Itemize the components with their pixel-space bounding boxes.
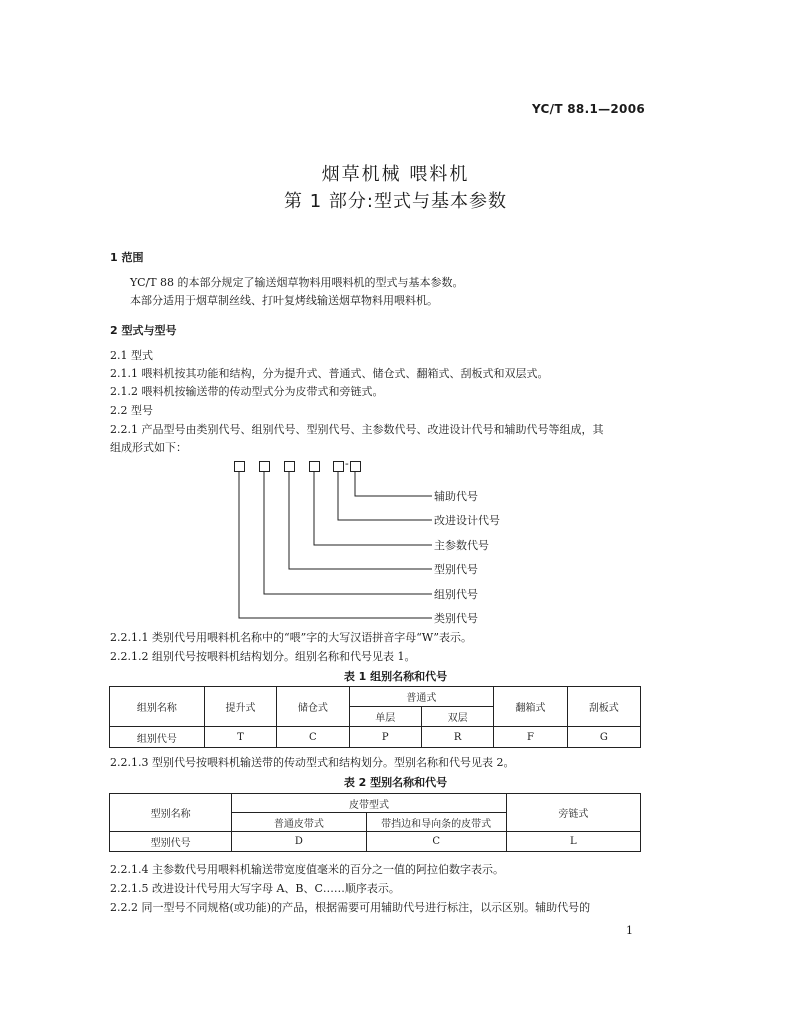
t1-header-tisheng: 提升式 [204,687,276,727]
clause-2-2-1-line1: 2.2.1 产品型号由类别代号、组别代号、型别代号、主参数代号、改进设计代号和辅助代号等组成，其 [110,423,604,436]
label-auxiliary-code: 辅助代号 [434,490,478,503]
clause-2-2-1-4: 2.2.1.4 主参数代号用喂料机输送带宽度值毫米的百分之一值的阿拉伯数字表示。 [110,863,504,876]
table-2-caption: 表 2 型别名称和代号 [343,776,448,789]
scope-paragraph-1: YC/T 88 的本部分规定了输送烟草物料用喂料机的型式与基本参数。 [130,276,464,289]
clause-2-1: 2.1 型式 [110,349,153,362]
label-type-code: 型别代号 [434,563,478,576]
t2-header-pidai: 皮带型式 [232,794,506,813]
clause-2-2-1-line2: 组成形式如下： [110,441,187,454]
t1-header-shuang: 双层 [421,707,493,727]
clause-2-2-1-2: 2.2.1.2 组别代号按喂料机结构划分。组别名称和代号见表 1。 [110,650,416,663]
t1-header-fanxiang: 翻箱式 [494,687,567,727]
t2-code-cell: D [232,832,366,852]
t1-code-cell: G [567,727,640,748]
label-main-param-code: 主参数代号 [434,539,489,552]
code-dash: - [345,457,349,470]
clause-2-1-1: 2.1.1 喂料机按其功能和结构，分为提升式、普通式、储仓式、翻箱式、刮板式和双层式。 [110,367,549,380]
clause-2-2-1-1: 2.2.1.1 类别代号用喂料机名称中的“喂”字的大写汉语拼音字母“W”表示。 [110,631,472,644]
t2-header-panglian: 旁链式 [506,794,640,832]
label-category-code: 类别代号 [434,612,478,625]
t2-code-cell: L [506,832,640,852]
section-1-heading: 1 范围 [110,251,144,264]
t1-header-chucang: 储仓式 [277,687,349,727]
t1-code-cell: R [421,727,493,748]
label-group-code: 组别代号 [434,588,478,601]
table-1-caption: 表 1 组别名称和代号 [343,670,448,683]
clause-2-2: 2.2 型号 [110,404,153,417]
t1-row-label: 组别代号 [110,727,205,748]
t1-header-guaban: 刮板式 [567,687,640,727]
t1-code-cell: F [494,727,567,748]
t1-code-cell: T [204,727,276,748]
document-subtitle: 第 1 部分:型式与基本参数 [284,191,507,212]
table-2 [109,793,641,852]
t1-code-cell: P [349,727,421,748]
t2-code-cell: C [366,832,506,852]
t2-header-putong: 普通皮带式 [232,813,366,832]
t1-header-putong: 普通式 [349,687,494,707]
t2-header-dangbian: 带挡边和导向条的皮带式 [366,813,506,832]
clause-2-2-1-3: 2.2.1.3 型别代号按喂料机输送带的传动型式和结构划分。型别名称和代号见表 2。 [110,756,515,769]
document-title: 烟草机械 喂料机 [321,164,470,185]
clause-2-2-1-5: 2.2.1.5 改进设计代号用大写字母 A、B、C……顺序表示。 [110,882,400,895]
section-2-heading: 2 型式与型号 [110,324,177,337]
t2-row-label: 型别代号 [110,832,232,852]
clause-2-2-2: 2.2.2 同一型号不同规格(或功能)的产品，根据需要可用辅助代号进行标注，以示区别。辅助代号的 [110,901,591,914]
clause-2-1-2: 2.1.2 喂料机按输送带的传动型式分为皮带式和旁链式。 [110,385,384,398]
standard-code: YC/T 88.1—2006 [531,102,645,116]
scope-paragraph-2: 本部分适用于烟草制丝线、打叶复烤线输送烟草物料用喂料机。 [130,294,438,307]
page-number: 1 [626,924,633,937]
label-improved-design-code: 改进设计代号 [434,514,500,527]
t1-header-dan: 单层 [349,707,421,727]
table-1 [109,686,641,748]
t1-code-cell: C [277,727,349,748]
t1-header-name: 组别名称 [110,687,205,727]
t2-header-name: 型别名称 [110,794,232,832]
